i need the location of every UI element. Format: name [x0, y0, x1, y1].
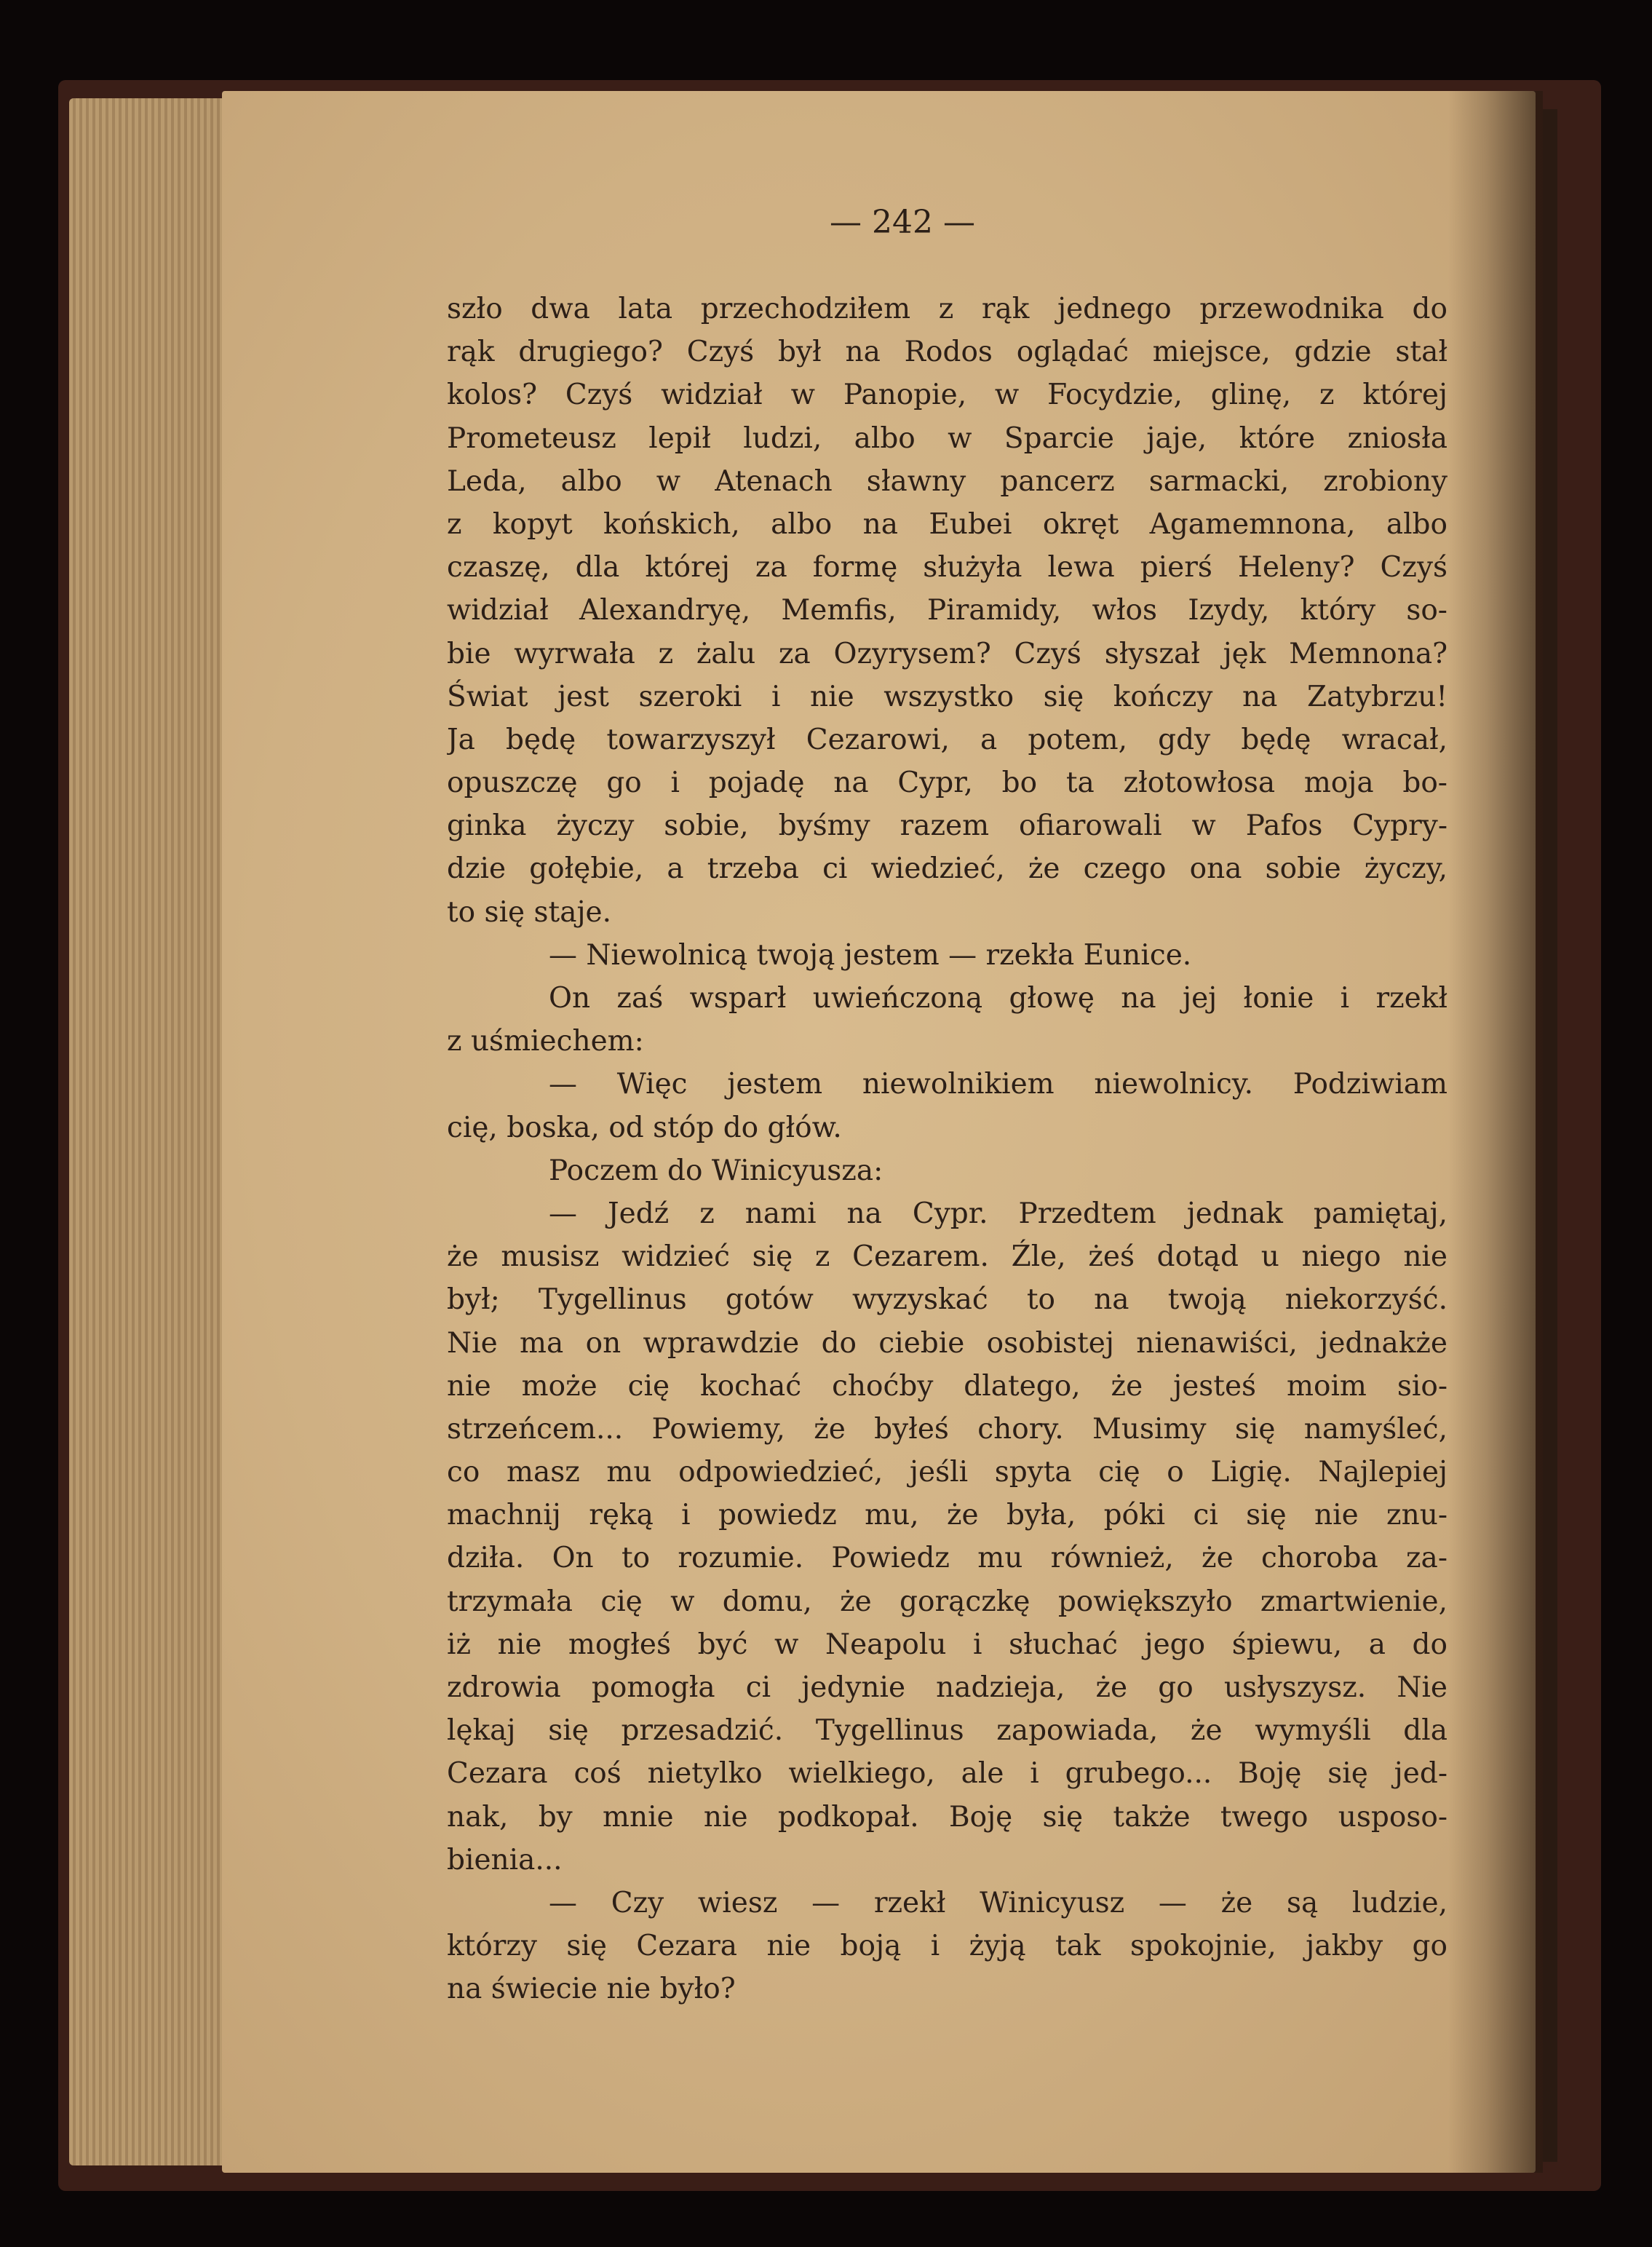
text-line: iż nie mogłeś być w Neapolu i słuchać jego śpiewu, a do [447, 1628, 1448, 1661]
text-line: trzymała cię w domu, że gorączkę powiększyło zmartwienie, [447, 1585, 1448, 1618]
text-line: ginka życzy sobie, byśmy razem ofiarowali w Pafos Cypry- [447, 809, 1448, 843]
text-line: Nie ma on wprawdzie do ciebie osobistej nienawiści, jednakże [447, 1326, 1448, 1360]
text-line: Ja będę towarzyszył Cezarowi, a potem, gdy będę wracał, [447, 723, 1448, 756]
text-line: że musisz widzieć się z Cezarem. Źle, żeś dotąd u niego nie [447, 1240, 1448, 1274]
text-line: lękaj się przesadzić. Tygellinus zapowiada, że wymyśli dla [447, 1714, 1448, 1748]
text-line: to się staje. [447, 895, 612, 929]
text-line: szło dwa lata przechodziłem z rąk jednego przewodnika do [447, 293, 1448, 325]
text-line: — Czy wiesz — rzekł Winicyusz — że są ludzie, [549, 1886, 1448, 1919]
text-line: z uśmiechem: [447, 1025, 644, 1058]
page-text [447, 288, 1448, 2011]
text-line: kolos? Czyś widział w Panopie, w Focydzie, glinę, z której [447, 379, 1448, 412]
text-line: machnij ręką i powiedz mu, że była, póki ci się nie znu- [447, 1499, 1448, 1532]
text-line: Cezara coś nietylko wielkiego, ale i grubego... Boję się jed- [447, 1757, 1448, 1791]
text-line: co masz mu odpowiedzieć, jeśli spyta cię o Ligię. Najlepiej [447, 1456, 1448, 1489]
text-line: zdrowia pomogła ci jedynie nadzieja, że go usłyszysz. Nie [447, 1671, 1448, 1704]
text-line: nie może cię kochać choćby dlatego, że jesteś moim sio- [447, 1369, 1448, 1403]
text-line: — Więc jestem niewolnikiem niewolnicy. Podziwiam [549, 1068, 1448, 1101]
text-line: bie wyrwała z żalu za Ozyrysem? Czyś słyszał jęk Memnona? [447, 637, 1448, 670]
text-line: cię, boska, od stóp do głów. [447, 1111, 842, 1144]
text-line: którzy się Cezara nie boją i żyją tak spokojnie, jakby go [447, 1930, 1448, 1963]
text-line: dzie gołębie, a trzeba ci wiedzieć, że czego ona sobie życzy, [447, 852, 1448, 886]
page-edges [69, 98, 237, 2165]
text-line: był; Tygellinus gotów wyzyskać to na twoją niekorzyść. [447, 1283, 1448, 1317]
text-line: nak, by mnie nie podkopał. Boję się także twego usposo- [447, 1800, 1448, 1834]
page-gutter-shadow [1448, 91, 1543, 2173]
text-line: Prometeusz lepił ludzi, albo w Sparcie jaje, które zniosła [447, 421, 1448, 455]
text-line: Świat jest szeroki i nie wszystko się kończy na Zatybrzu! [447, 680, 1448, 713]
text-line: rąk drugiego? Czyś był na Rodos oglądać miejsce, gdzie stał [447, 336, 1448, 369]
text-line: bienia... [447, 1843, 563, 1877]
page-edge [1543, 109, 1557, 2162]
page-number: — 242 — [830, 204, 975, 241]
text-line: On zaś wsparł uwieńczoną głowę na jej łonie i rzekł [549, 982, 1448, 1015]
text-line: — Niewolnicą twoją jestem — rzekła Eunice. [549, 938, 1192, 972]
text-line: dziła. On to rozumie. Powiedz mu również, że choroba za- [447, 1542, 1448, 1575]
text-line: na świecie nie było? [447, 1973, 736, 2006]
text-line: czaszę, dla której za formę służyła lewa pierś Heleny? Czyś [447, 551, 1448, 584]
text-line: widział Alexandryę, Memfis, Piramidy, włos Izydy, który so- [447, 594, 1448, 627]
text-line: strzeńcem... Powiemy, że byłeś chory. Musimy się namyśleć, [447, 1412, 1448, 1446]
text-line: z kopyt końskich, albo na Eubei okręt Agamemnona, albo [447, 507, 1448, 541]
text-line: Leda, albo w Atenach sławny pancerz sarmacki, zrobiony [447, 464, 1448, 498]
text-line: — Jedź z nami na Cypr. Przedtem jednak pamiętaj, [549, 1197, 1448, 1230]
text-line: opuszczę go i pojadę na Cypr, bo ta złotowłosa moja bo- [447, 766, 1448, 800]
text-line: Poczem do Winicyusza: [549, 1154, 883, 1187]
